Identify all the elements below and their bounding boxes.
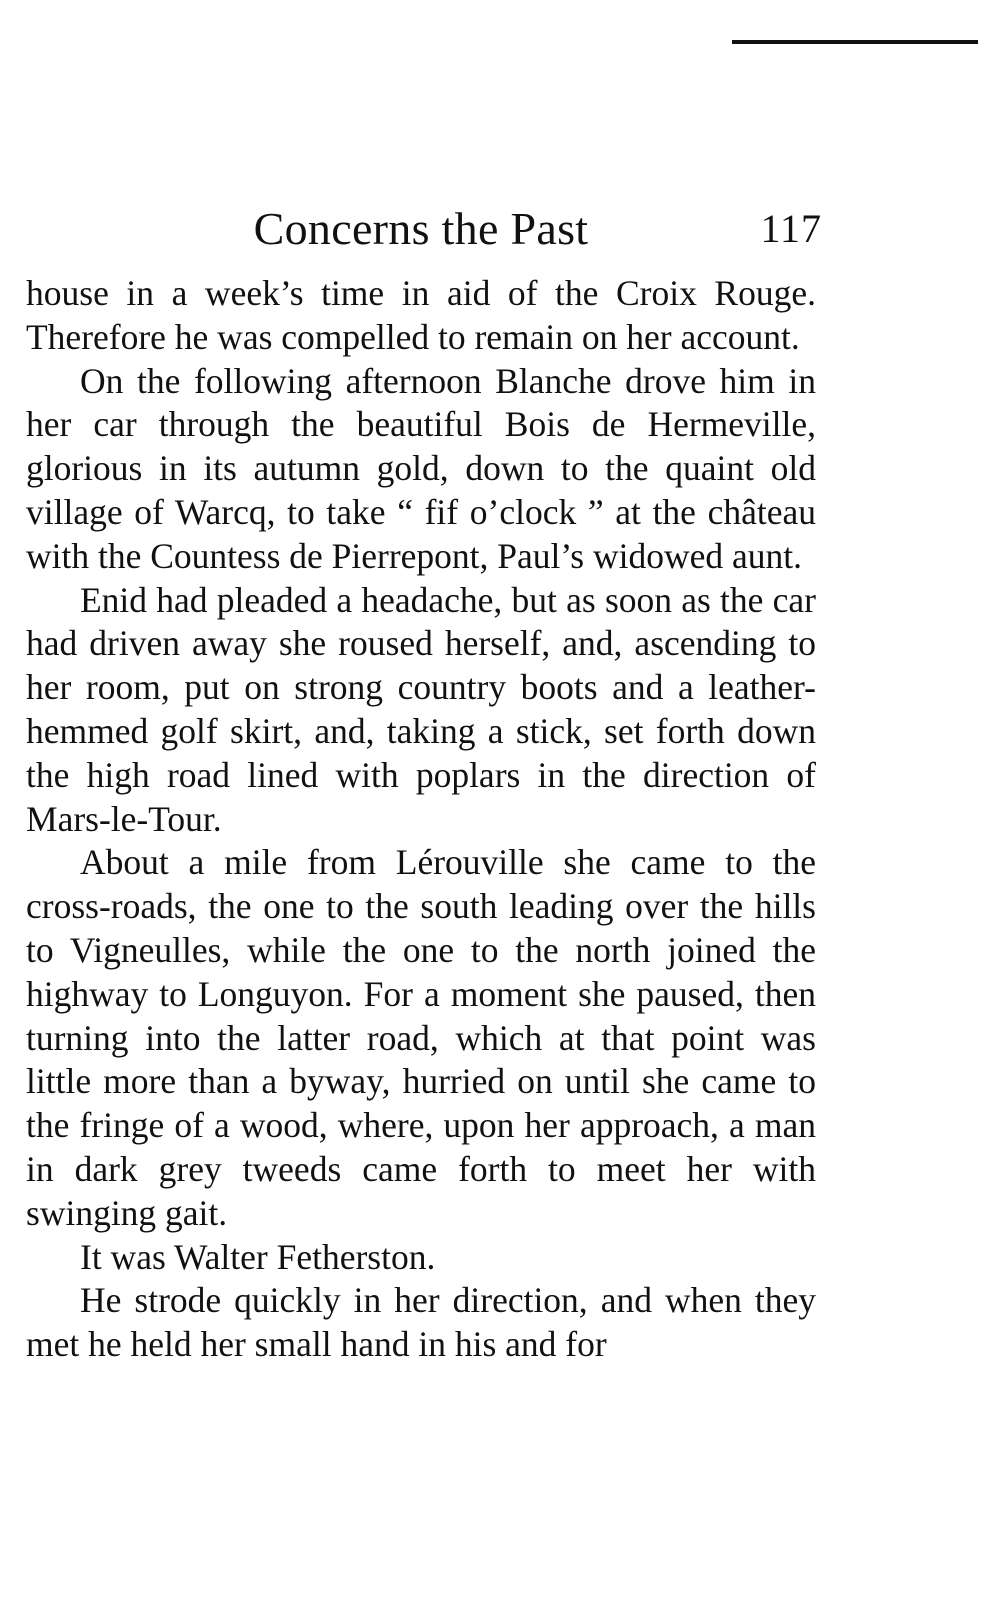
running-title: Concerns the Past: [253, 203, 589, 254]
paragraph: About a mile from Lérouville she came to the cross-roads, the one to the south leading over the hills to Vigneulles, while the one to the north joined the highway to Longuyon. For a moment she paused, then turning into the latter road, which at that point was little more than a byway, hurried on until she came to the fringe of a wood, where, upon her approach, a man in dark grey tweeds came forth to meet her with swinging gait.: [26, 842, 816, 1233]
paragraph: On the following afternoon Blanche drove him in her car through the beautiful Bois de Hermeville, glorious in its autumn gold, down to the quaint old village of Warcq, to take “ fif o’clock ” at the château with the Countess de Pierrepont, Paul’s widowed aunt.: [26, 360, 816, 576]
paragraph: Enid had pleaded a headache, but as soon as the car had driven away she roused herself, and, ascending to her room, put on strong country boots and a leather-hemmed golf skirt, and, taking a stick, set forth down the high road lined with poplars in the direction of Mars-le-Tour.: [26, 579, 816, 839]
page-number: 117: [760, 206, 822, 251]
body-text: [26, 272, 816, 1367]
paragraph: He strode quickly in her direction, and when they met he held her small hand in his and for: [26, 1280, 816, 1365]
running-head: [26, 198, 822, 268]
paragraph-continued: house in a week’s time in aid of the Croix Rouge. Therefore he was compelled to remain on her account.: [26, 273, 816, 357]
book-page: [26, 198, 822, 1367]
top-rule: [732, 40, 978, 44]
paragraph: It was Walter Fetherston.: [80, 1236, 436, 1277]
